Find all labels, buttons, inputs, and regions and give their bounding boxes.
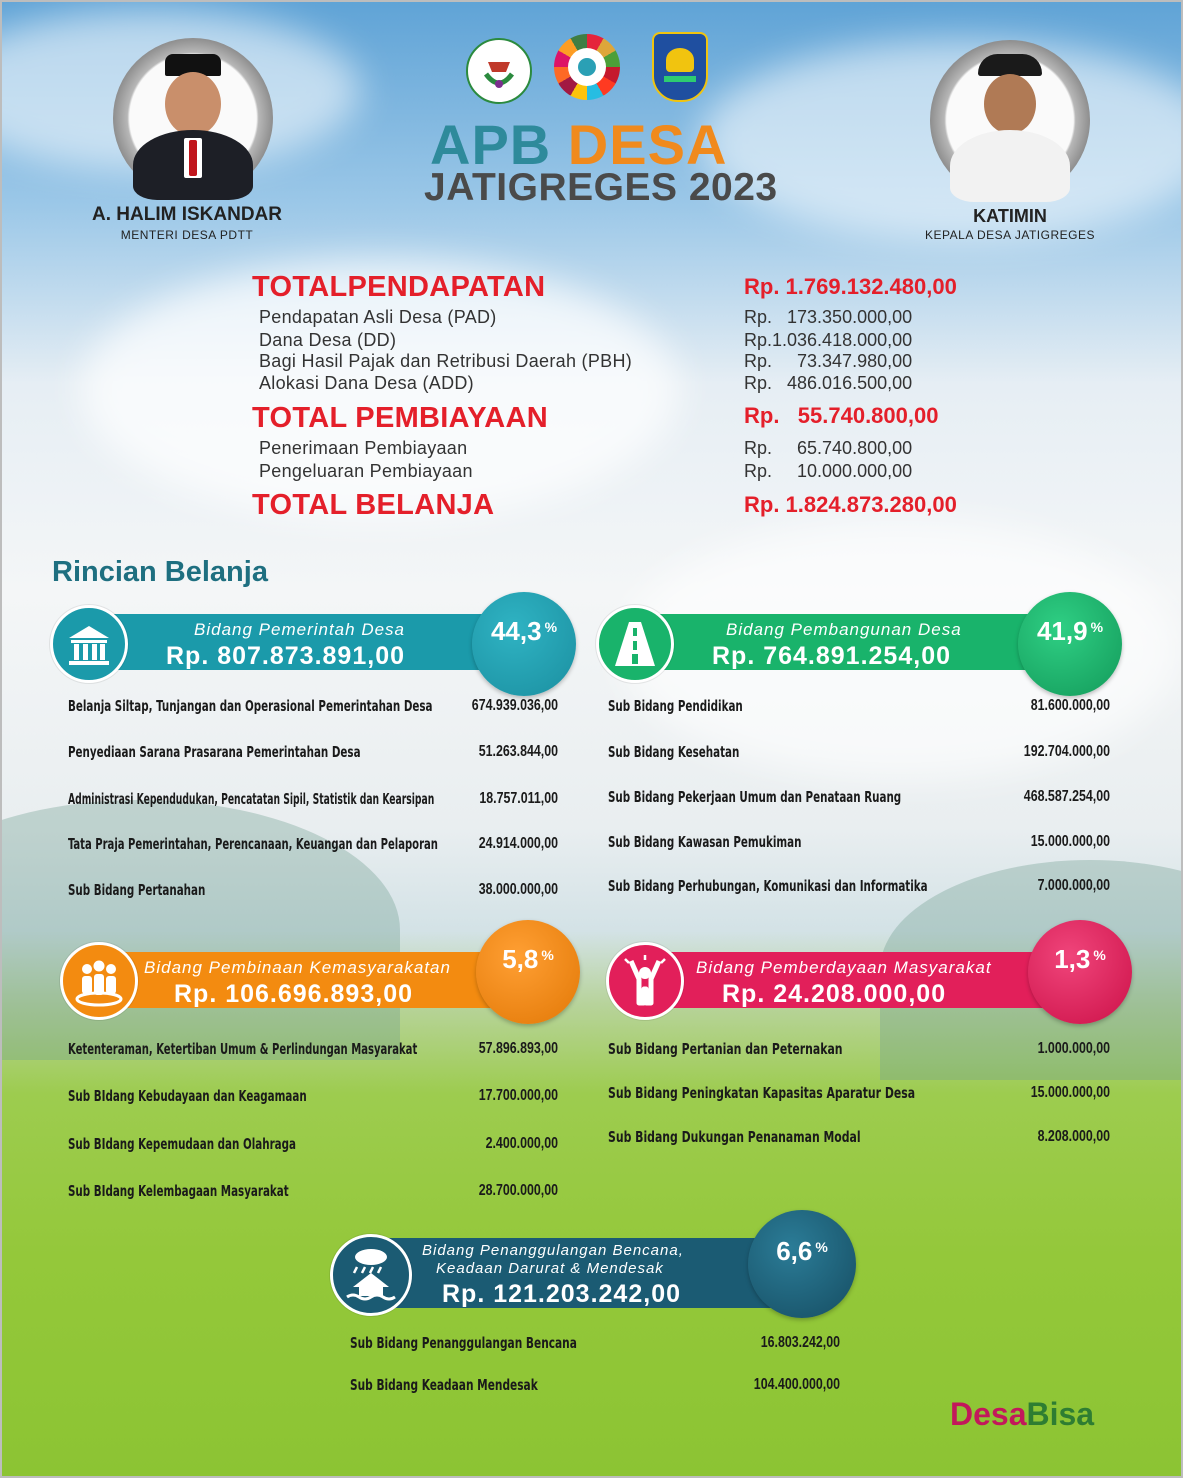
percent-sign: % xyxy=(544,619,558,635)
bidang-percent: 6,6 xyxy=(776,1236,813,1266)
rincian-row-label: Tata Praja Pemerintahan, Perencanaan, Keuangan dan Pelaporan xyxy=(68,835,438,853)
pendapatan-item-value: Rp. 73.347.980,00 xyxy=(744,351,913,371)
rincian-row-label: Belanja Siltap, Tunjangan dan Operasional Pemerintahan Desa xyxy=(68,697,433,715)
pendapatan-item-label: Alokasi Dana Desa (ADD) xyxy=(259,373,474,393)
regency-logo xyxy=(652,32,708,102)
kemendesa-logo xyxy=(466,38,532,104)
desabisa-logo xyxy=(950,1396,1094,1433)
rincian-row-value: 674.939.036,00 xyxy=(471,697,558,714)
percent-sign: % xyxy=(541,947,554,963)
rincian-row-value: 7.000.000,00 xyxy=(1037,877,1110,894)
rincian-row-value: 192.704.000,00 xyxy=(1023,743,1110,760)
rincian-row-label: Sub Bidang Kesehatan xyxy=(608,743,740,761)
pendapatan-item-label: Bagi Hasil Pajak dan Retribusi Daerah (PBH) xyxy=(259,351,633,371)
rincian-row-label: Sub Bidang Dukungan Penanaman Modal xyxy=(608,1128,861,1146)
pembiayaan-item-value: Rp. 10.000.000,00 xyxy=(744,461,913,481)
pembiayaan-item-label: Penerimaan Pembiayaan xyxy=(259,438,468,458)
rincian-row-label: Penyediaan Sarana Prasarana Pemerintahan Desa xyxy=(68,743,361,761)
road-icon xyxy=(596,605,674,683)
rincian-row-value: 15.000.000,00 xyxy=(1030,833,1110,850)
pendapatan-item-value: Rp. 486.016.500,00 xyxy=(744,373,913,393)
bidang-percent-badge xyxy=(1018,592,1122,696)
rincian-row-label: Sub BIdang Kebudayaan dan Keagamaan xyxy=(68,1087,307,1105)
rincian-belanja-title: Rincian Belanja xyxy=(52,556,268,588)
bidang-percent-badge xyxy=(476,920,580,1024)
rincian-row-label: Sub BIdang Kepemudaan dan Olahraga xyxy=(68,1135,296,1153)
rincian-row-value: 1.000.000,00 xyxy=(1037,1040,1110,1057)
rincian-row-value: 51.263.844,00 xyxy=(478,743,558,760)
pendapatan-item-label: Pendapatan Asli Desa (PAD) xyxy=(259,307,497,327)
rincian-row-label: Sub Bidang Pertanahan xyxy=(68,881,206,899)
rincian-row-label: Sub Bidang Pertanian dan Peternakan xyxy=(608,1040,843,1058)
bidang-amount: Rp. 24.208.000,00 xyxy=(722,980,947,1008)
bidang-name: Bidang Pemerintah Desa xyxy=(194,620,406,639)
community-icon xyxy=(60,942,138,1020)
bidang-percent: 5,8 xyxy=(502,944,539,974)
rincian-row-label: Sub Bidang Peningkatan Kapasitas Aparatur Desa xyxy=(608,1084,916,1102)
bidang-percent-badge xyxy=(1028,920,1132,1024)
rincian-row-label: Ketenteraman, Ketertiban Umum & Perlindungan Masyarakat xyxy=(68,1040,418,1058)
brand-part2: Bisa xyxy=(1026,1396,1095,1432)
bidang-amount: Rp. 807.873.891,00 xyxy=(166,642,405,670)
bidang-amount: Rp. 121.203.242,00 xyxy=(442,1280,681,1308)
bidang-amount: Rp. 106.696.893,00 xyxy=(174,980,413,1008)
rincian-row-value: 104.400.000,00 xyxy=(753,1376,840,1393)
bidang-percent: 1,3 xyxy=(1054,944,1091,974)
rincian-row-value: 15.000.000,00 xyxy=(1030,1084,1110,1101)
rincian-row-label: Administrasi Kependudukan, Pencatatan Sipil, Statistik dan Kearsipan xyxy=(68,790,435,808)
percent-sign: % xyxy=(815,1239,828,1255)
bidang-percent: 41,9 xyxy=(1036,616,1088,646)
rincian-row-value: 57.896.893,00 xyxy=(478,1040,558,1057)
pendapatan-item-label: Dana Desa (DD) xyxy=(259,330,397,350)
title-apb: APB xyxy=(430,113,552,176)
rincian-row-value: 81.600.000,00 xyxy=(1030,697,1110,714)
bidang-amount: Rp. 764.891.254,00 xyxy=(712,642,951,670)
bidang-percent-badge xyxy=(748,1210,856,1318)
bidang-name-line2: Keadaan Darurat & Mendesak xyxy=(436,1260,664,1277)
bidang-name: Bidang Pembinaan Kemasyarakatan xyxy=(144,958,451,977)
rincian-row-value: 16.803.242,00 xyxy=(760,1334,840,1351)
bidang-percent-badge xyxy=(472,592,576,696)
bidang-pembangunan-banner xyxy=(630,614,1068,670)
rincian-row-value: 17.700.000,00 xyxy=(478,1087,558,1104)
bidang-name: Bidang Pembangunan Desa xyxy=(726,620,962,639)
rincian-row-label: Sub Bidang Pendidikan xyxy=(608,697,743,715)
total-belanja-value: Rp. 1.824.873.280,00 xyxy=(744,492,957,517)
brand-part1: Desa xyxy=(950,1396,1027,1432)
bidang-pemerintah-banner xyxy=(82,614,522,670)
main-subtitle: JATIGREGES 2023 xyxy=(424,166,778,209)
village-head-name: KATIMIN xyxy=(973,206,1047,226)
village-head-portrait xyxy=(930,40,1090,200)
sdgs-logo xyxy=(554,34,620,100)
rincian-row-label: Sub BIdang Kelembagaan Masyarakat xyxy=(68,1182,289,1200)
rincian-row-label: Sub Bidang Penanggulangan Bencana xyxy=(350,1334,577,1352)
total-pembiayaan-value: Rp. 55.740.800,00 xyxy=(744,403,939,428)
rincian-row-value: 28.700.000,00 xyxy=(478,1182,558,1199)
pendapatan-item-value: Rp. 173.350.000,00 xyxy=(744,307,913,327)
rincian-row-label: Sub Bidang Pekerjaan Umum dan Penataan Ruang xyxy=(608,788,902,806)
rincian-row-value: 2.400.000,00 xyxy=(485,1135,558,1152)
bidang-bencana-banner xyxy=(368,1238,788,1308)
total-pendapatan-value: Rp. 1.769.132.480,00 xyxy=(744,274,957,299)
pembiayaan-item-value: Rp. 65.740.800,00 xyxy=(744,438,913,458)
bidang-pemberdayaan-banner xyxy=(640,952,1060,1008)
total-pembiayaan-label: TOTAL PEMBIAYAAN xyxy=(252,402,548,434)
title-desa: DESA xyxy=(567,113,728,176)
rincian-row-value: 24.914.000,00 xyxy=(478,835,558,852)
rincian-row-label: Sub Bidang Kawasan Pemukiman xyxy=(608,833,802,851)
minister-name: A. HALIM ISKANDAR xyxy=(92,204,282,225)
pendapatan-item-value: Rp.1.036.418.000,00 xyxy=(744,330,913,350)
total-pendapatan-label: TOTALPENDAPATAN xyxy=(252,271,546,303)
empowerment-person-icon xyxy=(606,942,684,1020)
disaster-house-icon xyxy=(330,1234,412,1316)
village-head-role: KEPALA DESA JATIGREGES xyxy=(925,228,1095,242)
minister-portrait xyxy=(113,38,273,198)
rincian-row-label: Sub Bidang Perhubungan, Komunikasi dan Informatika xyxy=(608,877,928,895)
rincian-row-value: 38.000.000,00 xyxy=(478,881,558,898)
government-building-icon xyxy=(50,605,128,683)
bidang-pembinaan-banner xyxy=(92,952,522,1008)
rincian-row-value: 18.757.011,00 xyxy=(479,790,558,807)
rincian-row-value: 8.208.000,00 xyxy=(1037,1128,1110,1145)
percent-sign: % xyxy=(1090,619,1104,635)
pembiayaan-item-label: Pengeluaran Pembiayaan xyxy=(259,461,473,481)
rincian-row-label: Sub Bidang Keadaan Mendesak xyxy=(350,1376,538,1394)
bidang-name: Bidang Pemberdayaan Masyarakat xyxy=(696,958,992,977)
rincian-row-value: 468.587.254,00 xyxy=(1023,788,1110,805)
bidang-name-line1: Bidang Penanggulangan Bencana, xyxy=(422,1242,684,1259)
total-belanja-label: TOTAL BELANJA xyxy=(252,489,495,521)
minister-role: MENTERI DESA PDTT xyxy=(120,228,254,242)
bidang-percent: 44,3 xyxy=(490,616,542,646)
percent-sign: % xyxy=(1093,947,1106,963)
